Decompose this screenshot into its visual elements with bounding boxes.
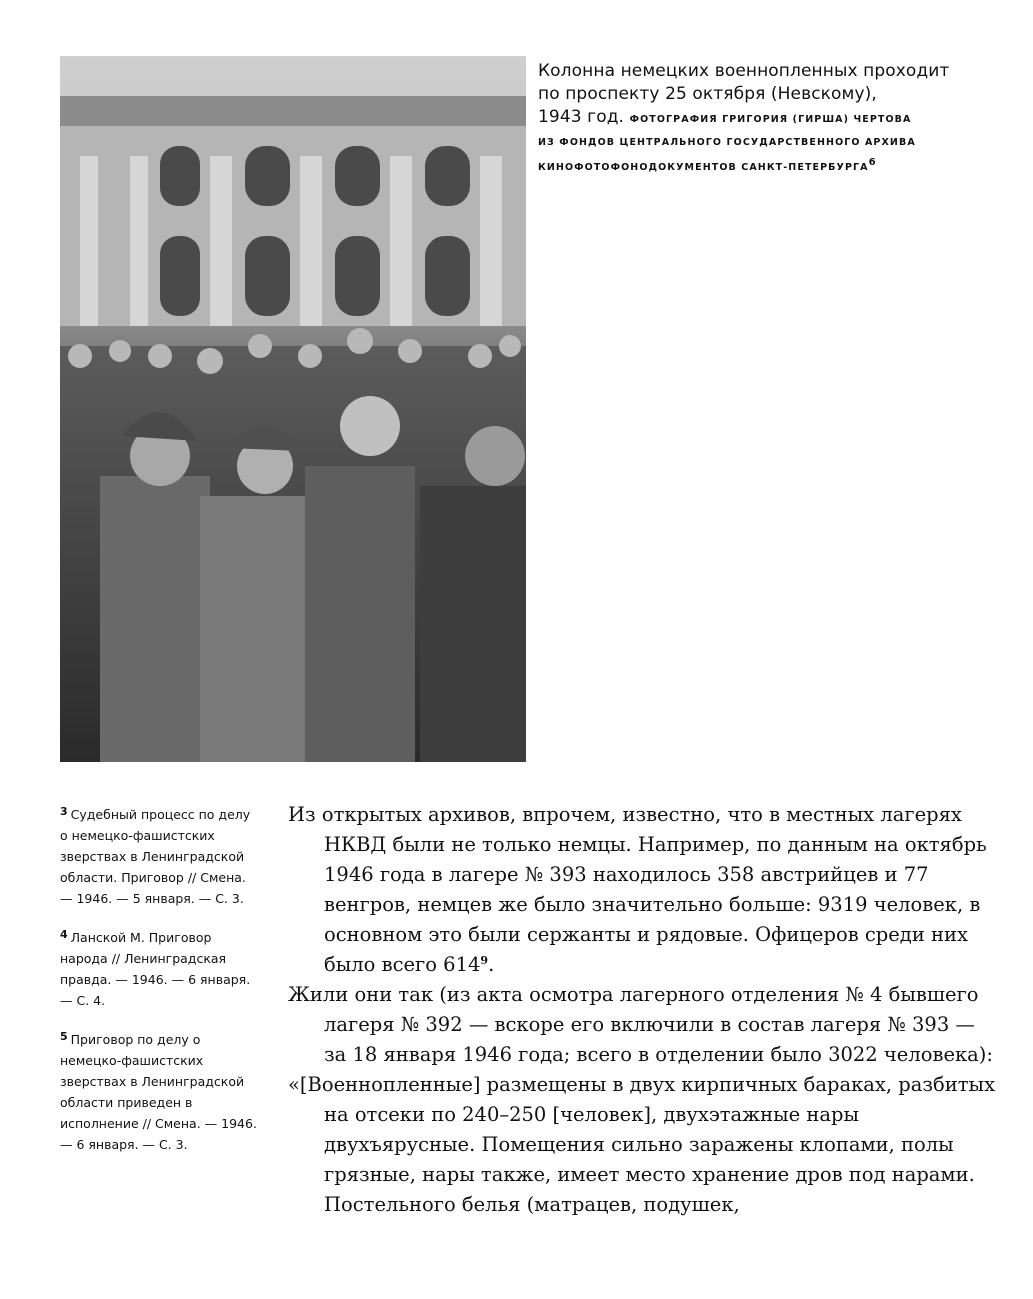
caption-credit-1: ФОТОГРАФИЯ ГРИГОРИЯ (ГИРША) ЧЕРТОВА — [629, 114, 912, 125]
caption-credit-3: КИНОФОТОФОНОДОКУМЕНТОВ САНКТ-ПЕТЕРБУРГА — [538, 162, 869, 173]
photo-caption — [538, 60, 1008, 179]
footnote-text: Ланской М. Приговор народа // Ленинградская правда. — 1946. — 6 января. — С. 4. — [60, 930, 251, 1008]
caption-year: 1943 год. — [538, 107, 625, 127]
footnote-ref-9: 9 — [480, 954, 489, 967]
footnote-3 — [60, 804, 260, 909]
footnote-text: Судебный процесс по делу о немецко-фашистских зверствах в Ленинградской области. Приговор // Смена. — 1946. — 5 января. — С. 3. — [60, 807, 251, 906]
footnote-number: 3 — [60, 805, 68, 818]
footnote-text: Приговор по делу о немецко-фашистских зверствах в Ленинградской области приведен в исполнение // Смена. — 1946. — 6 января. — С. 3. — [60, 1032, 257, 1152]
footnote-5 — [60, 1029, 260, 1155]
footnote-4 — [60, 927, 260, 1011]
caption-line-1: Колонна немецких военнопленных проходит — [538, 61, 950, 81]
caption-footnote-ref: 6 — [868, 157, 876, 168]
caption-credit-2: ИЗ ФОНДОВ ЦЕНТРАЛЬНОГО ГОСУДАРСТВЕННОГО АРХИВА — [538, 137, 916, 148]
footnote-number: 4 — [60, 928, 68, 941]
photo-illustration-icon — [60, 56, 526, 762]
paragraph-1-end: . — [488, 953, 495, 976]
caption-line-2: по проспекту 25 октября (Невскому), — [538, 84, 877, 104]
paragraph-1-text: Из открытых архивов, впрочем, известно, что в местных лагерях НКВД были не только немцы. Например, по данным на октябрь 1946 года в лагере № 393 находилось 358 австрийцев и 77 венгров, немцев же было значительно больше: 9319 человек, в основном это были сержанты и рядовые. Офицеров среди них было всего 614 — [288, 803, 987, 976]
footnote-number: 5 — [60, 1030, 68, 1043]
main-text — [288, 800, 1000, 1220]
paragraph-3-quote: «[Военнопленные] размещены в двух кирпичных бараках, разбитых на отсеки по 240–250 [человек], двухэтажные нары двухъярусные. Помещения сильно заражены клопами, полы грязные, нары также, имеет место хранение дров под нарами. Постельного белья (матрацев, подушек, — [288, 1073, 996, 1216]
paragraph-2: Жили они так (из акта осмотра лагерного отделения № 4 бывшего лагеря № 392 — вскоре его включили в состав лагеря № 393 — за 18 января 1946 года; всего в отделении было 3022 человека): — [288, 983, 993, 1066]
footnotes — [60, 804, 260, 1173]
archival-photo — [60, 56, 526, 762]
paragraph-1 — [288, 800, 1000, 980]
